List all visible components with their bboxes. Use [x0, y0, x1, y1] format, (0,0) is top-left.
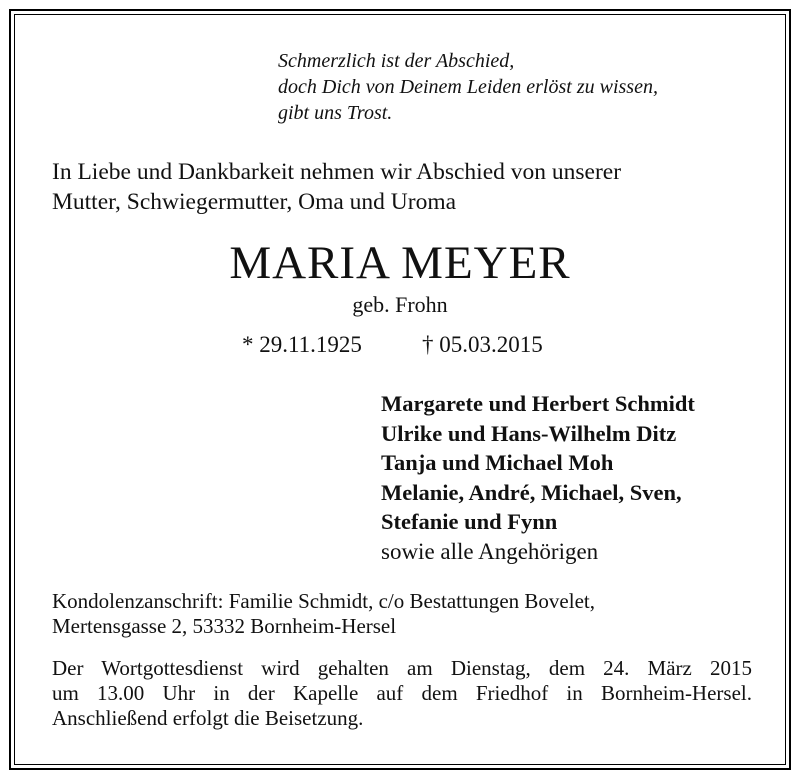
- memorial-quote: [278, 48, 658, 126]
- death-date: † 05.03.2015: [422, 332, 543, 357]
- mourner-entry: Ulrike und Hans-Wilhelm Ditz: [381, 420, 677, 446]
- mourner-entry: Tanja und Michael Moh: [381, 450, 614, 475]
- intro-line: Mutter, Schwiegermutter, Oma und Uroma: [52, 189, 457, 215]
- intro-line: In Liebe und Dankbarkeit nehmen wir Abschied von unserer: [52, 159, 622, 185]
- mourner-entry: Melanie, André, Michael, Sven,: [381, 479, 682, 505]
- deceased-name: MARIA MEYER: [229, 237, 571, 289]
- intro-text: [52, 157, 621, 217]
- mourner-entry: Stefanie und Fynn: [381, 509, 558, 534]
- quote-line: gibt uns Trost.: [278, 102, 393, 124]
- service-line: um 13.00 Uhr in der Kapelle auf dem Friedhof in Bornheim-Hersel.: [52, 681, 752, 705]
- mourners-list: [381, 389, 695, 566]
- mourner-entry: Margarete und Herbert Schmidt: [381, 391, 695, 416]
- service-line: Anschließend erfolgt die Beisetzung.: [52, 706, 364, 730]
- quote-line: Schmerzlich ist der Abschied,: [278, 50, 515, 72]
- birth-date: * 29.11.1925: [242, 332, 362, 357]
- relatives-note: sowie alle Angehörigen: [381, 538, 599, 564]
- quote-line: doch Dich von Deinem Leiden erlöst zu wissen,: [278, 76, 658, 98]
- service-line: Der Wortgottesdienst wird gehalten am Dienstag, dem 24. März 2015: [52, 656, 752, 680]
- condolence-line: Kondolenzanschrift: Familie Schmidt, c/o Bestattungen Bovelet,: [52, 589, 595, 613]
- condolence-line: Mertensgasse 2, 53332 Bornheim-Hersel: [52, 614, 397, 638]
- condolence-address: [52, 589, 595, 639]
- service-info: [52, 656, 752, 731]
- maiden-name: geb. Frohn: [352, 292, 448, 317]
